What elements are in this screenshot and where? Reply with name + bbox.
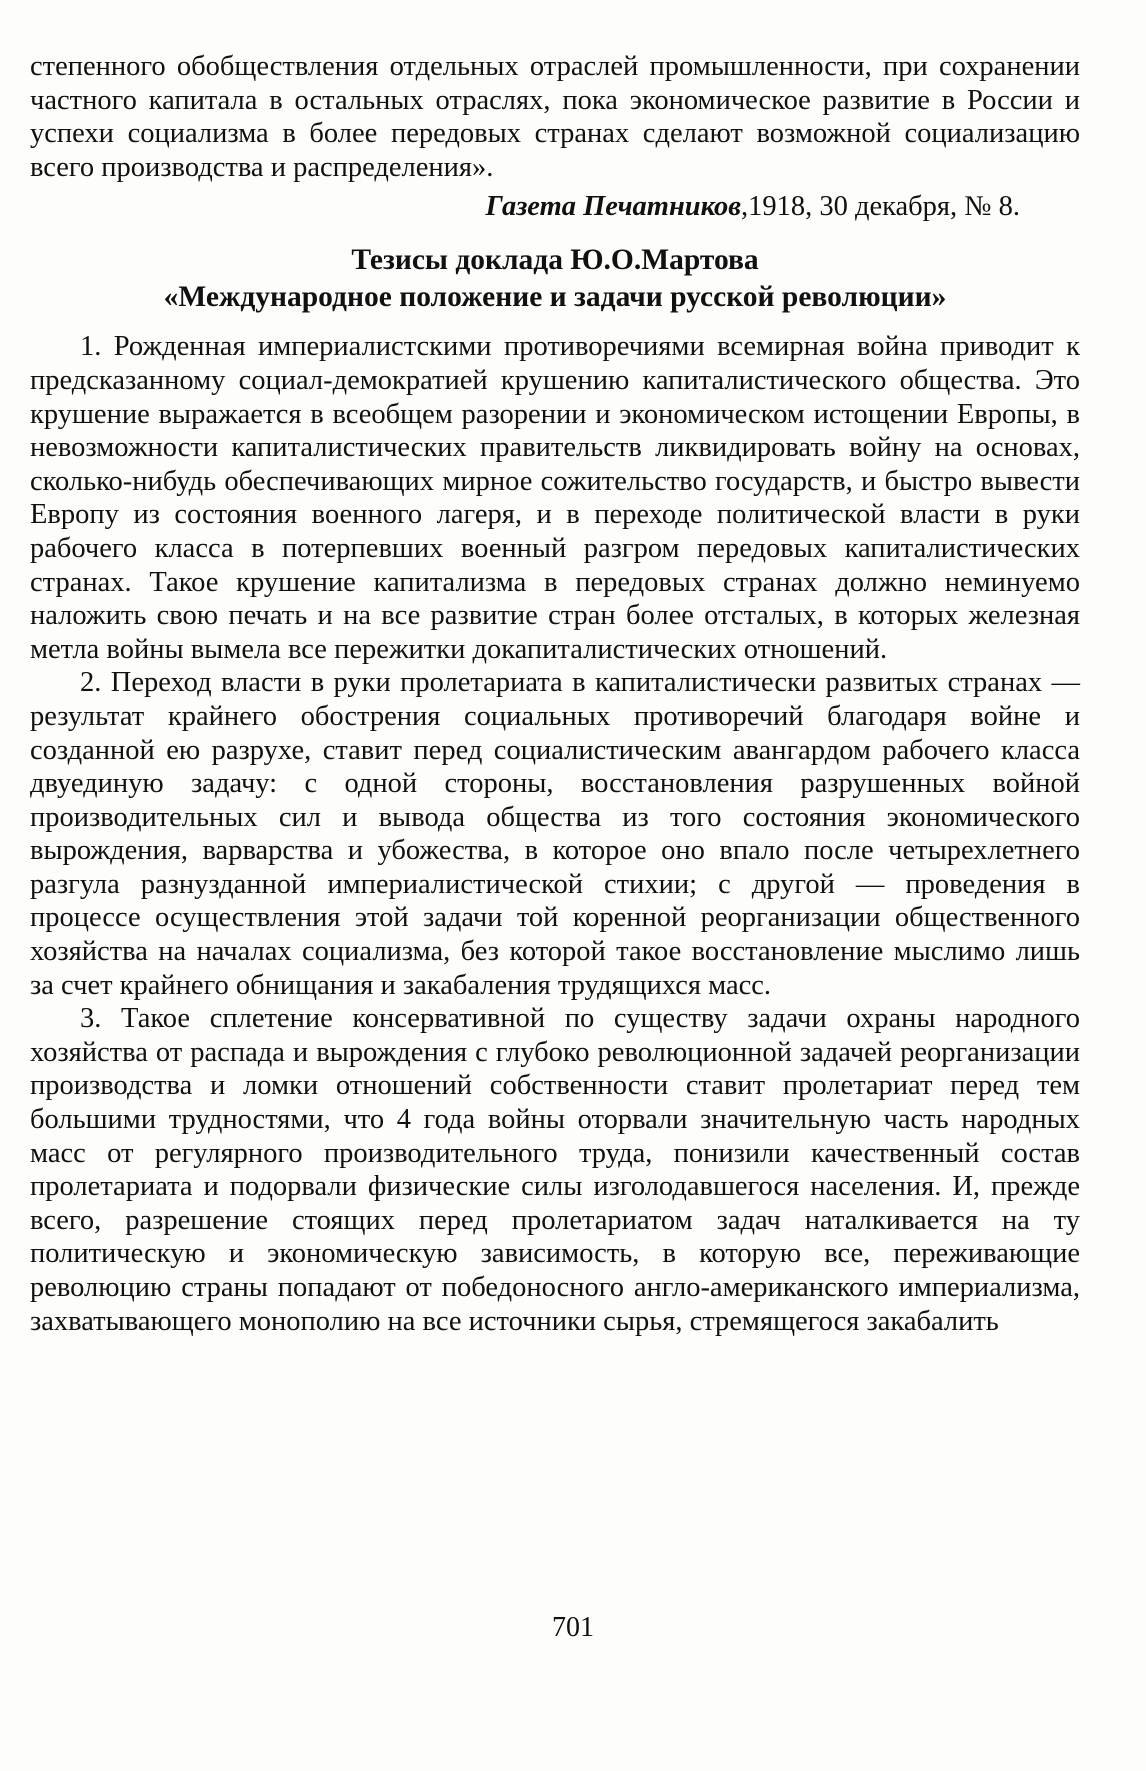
title-line-2: «Международное положение и задачи русской революции»	[163, 281, 947, 314]
continuation-paragraph: степенного обобществления отдельных отраслей промышленности, при сохранении частного капитала в остальных отраслях, пока экономическое развитие в России и успехи социализма в более передовых странах сделают возможной социализацию всего производства и распределения».	[30, 51, 1080, 183]
citation	[30, 190, 1080, 224]
thesis-paragraph-2: 2. Переход власти в руки пролетариата в капиталистически развитых странах — результат крайнего обострения социальных противоречий благодаря войне и созданной ею разрухе, ставит перед социалистическим авангардом рабочего класса двуединую задачу: с одной стороны, восстановления разрушенных войной производительных сил и вывода общества из того состояния экономического вырождения, варварства и убожества, в которое оно впало после четырехлетнего разгула разнузданной империалистической стихии; с другой — проведения в процессе осуществления этой задачи той коренной реорганизации общественного хозяйства на началах социализма, без которой такое восстановление мыслимо лишь за счет крайнего обнищания и закабаления трудящихся масс.	[30, 667, 1080, 1001]
thesis-paragraph-3: 3. Такое сплетение консервативной по существу задачи охраны народного хозяйства от распада и вырождения с глубоко революционной задачей реорганизации производства и ломки отношений собственности ставит пролетариат перед тем большими трудностями, что 4 года войны оторвали значительную часть народных масс от регулярного производительного труда, понизили качественный состав пролетариата и подорвали физические силы изголодавшегося населения. И, прежде всего, разрешение стоящих перед пролетариатом задач наталкивается на ту политическую и экономическую зависимость, в которую все, переживающие революцию страны попадают от победоносного англо-американского империализма, захватывающего монополию на все источники сырья, стремящегося закабалить	[30, 1003, 1080, 1337]
page-number: 701	[552, 1612, 594, 1643]
citation-paper-name: Газета Печатников	[485, 191, 741, 223]
document-title	[30, 242, 1080, 316]
citation-details: ,1918, 30 декабря, № 8.	[740, 191, 1020, 223]
thesis-paragraph-1: 1. Рожденная империалистскими противоречиями всемирная война приводит к предсказанному социал-демократией крушению капиталистического общества. Это крушение выражается в всеобщем разорении и экономическом истощении Европы, в невозможности капиталистических правительств ликвидировать войну на основах, сколько-нибудь обеспечивающих мирное сожительство государств, и быстро вывести Европу из состояния военного лагеря, и в переходе политической власти в руки рабочего класса в потерпевших военный разгром передовых капиталистических странах. Такое крушение капитализма в передовых странах должно неминуемо наложить свою печать и на все развитие стран более отсталых, в которых железная метла войны вымела все пережитки докапиталистических отношений.	[30, 331, 1080, 665]
title-line-1: Тезисы доклада Ю.О.Мартова	[351, 244, 759, 277]
text-block	[30, 50, 1080, 1338]
